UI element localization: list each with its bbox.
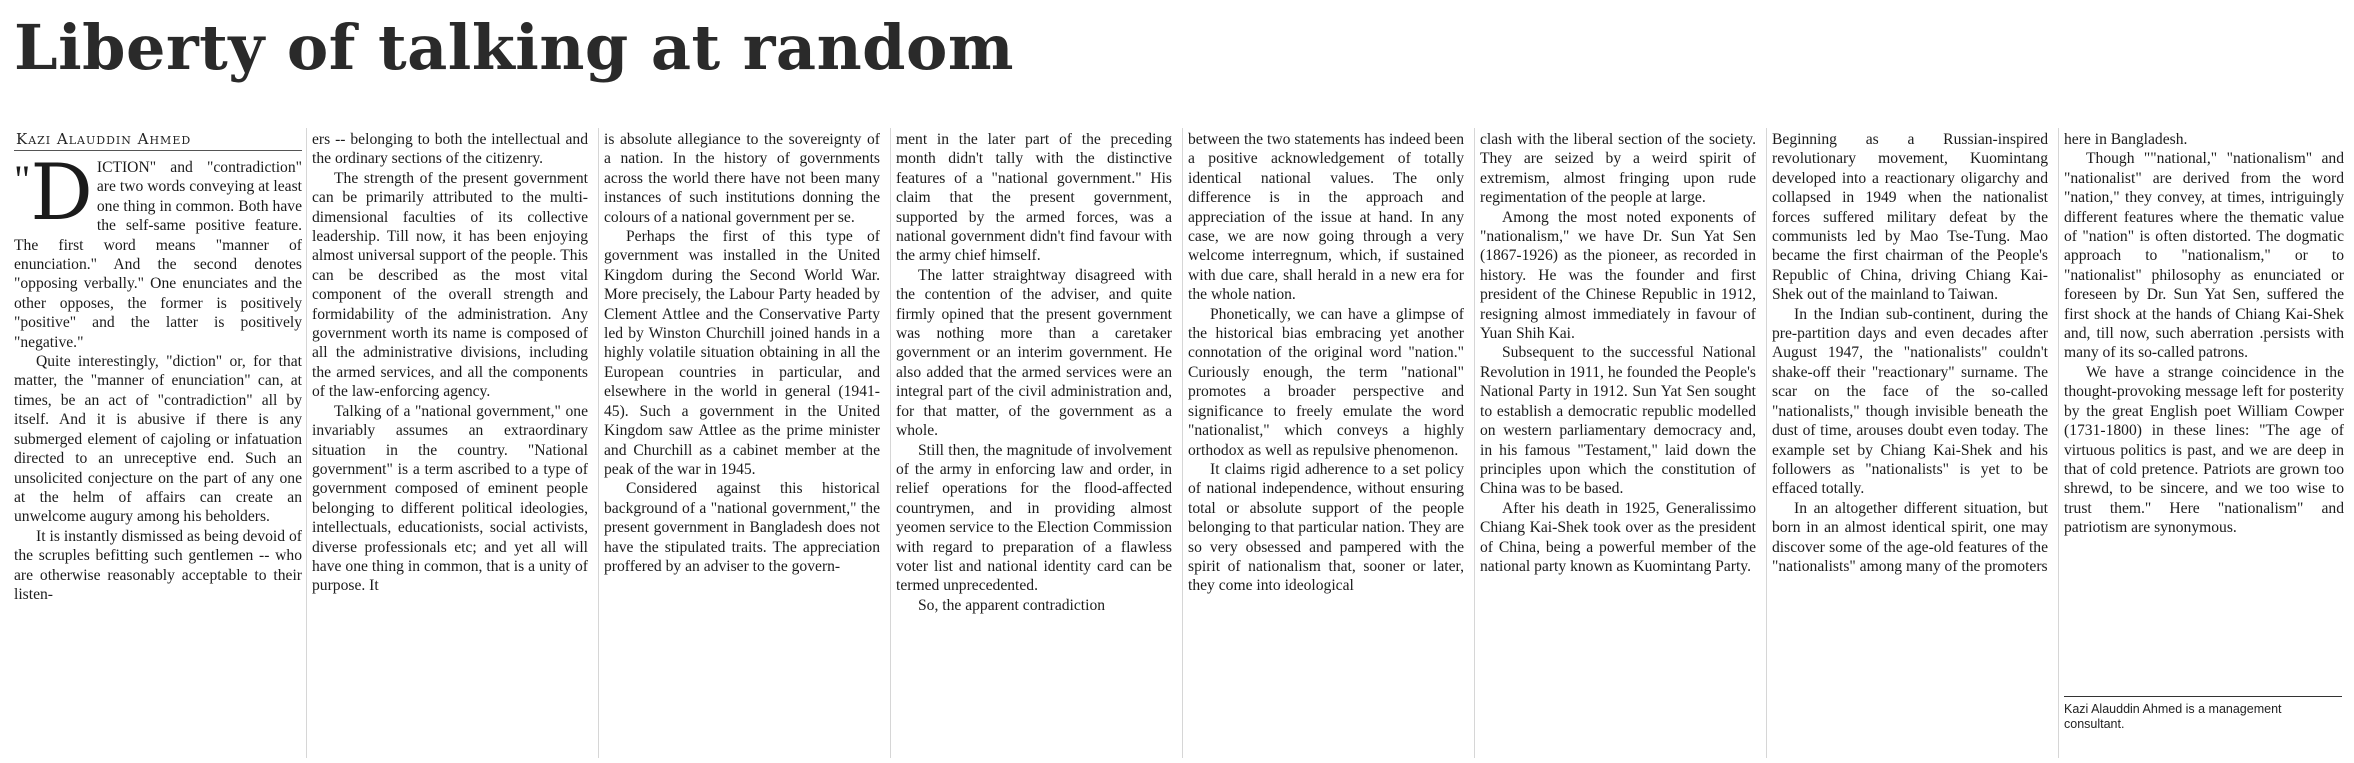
article-column-6 [1480, 130, 1756, 756]
paragraph: So, the apparent contradiction [918, 596, 1106, 614]
paragraph: In the Indian sub-continent, during the pre-partition days and even decades after August 1947, the "nationalists" couldn't shake-off their "reactionary" surname. The scar on the face of the so-called "nationalists," though invisible beneath the dust of time, arouses doubt even today. The example set by Chiang Kai-Shek and his followers as "nationalists" is yet to be effaced totally. [1772, 305, 2048, 498]
column-divider [1474, 128, 1475, 758]
paragraph: ers -- belonging to both the intellectual and the ordinary sections of the citizenry. [312, 131, 588, 168]
column-divider [2058, 128, 2059, 758]
paragraph: here in Bangladesh. [2064, 131, 2188, 148]
article-column-1 [14, 158, 302, 756]
byline-rule [14, 150, 302, 151]
author-note-rule [2064, 696, 2342, 697]
article-column-7 [1772, 130, 2048, 756]
paragraph: The latter straightway disagreed with the contention of the adviser, and quite firmly opined that the present government was nothing more than a caretaker government or an interim government. He also added that the armed services were an integral part of the civil administration and, for that matter, of the government as a whole. [896, 266, 1172, 440]
paragraph: Talking of a "national government," one invariably assumes an extraordinary situation in the country. "National government" is a term ascribed to a type of government composed of eminent people belonging to different political ideologies, intellectuals, educationists, social activists, diverse professionals etc; and yet all will have one thing in common, that is a unity of purpose. It [312, 402, 588, 595]
byline: Kazi Alauddin Ahmed [16, 130, 192, 148]
paragraph: Beginning as a Russian-inspired revolutionary movement, Kuomintang developed into a reactionary oligarchy and collapsed in 1949 when the nationalist forces suffered military defeat by the communists led by Mao Tse-Tung. Mao became the first chairman of the People's Republic of China, driving Chiang Kai-Shek out of the mainland to Taiwan. [1772, 131, 2048, 304]
paragraph: Among the most noted exponents of "nationalism," we have Dr. Sun Yat Sen (1867-1926) as the pioneer, as recorded in history. He was the founder and first president of the Chinese Republic in 1912, resigning almost immediately in favour of Yuan Shih Kai. [1480, 208, 1756, 343]
paragraph-text: ICTION" and "contradiction" are two words conveying at least one thing in common. Both have the self-same positive feature. The first word means "manner of enunciation." And the second denotes "opposing verbally." One enunciates and the other opposes, the former is positively "positive" and the latter is positively "negative." [14, 159, 302, 351]
paragraph: clash with the liberal section of the society. They are seized by a weird spirit of extremism, almost fringing upon rude regimentation of the people at large. [1480, 131, 1756, 207]
paragraph: The strength of the present government can be primarily attributed to the multi-dimensional faculties of its collective leadership. Till now, it has been enjoying almost universal support of the people. This can be described as the most vital component of the overall strength and formidability of the administration. Any government worth its name is composed of all the administrative divisions, including the armed services, and all the components of the law-enforcing agency. [312, 169, 588, 401]
column-divider [1766, 128, 1767, 758]
paragraph: between the two statements has indeed been a positive acknowledgement of totally identical national values. The only difference is in the approach and appreciation of the issue at hand. In any case, we are now going through a very welcome interregnum, which, if sustained with due care, shall herald in a new era for the whole nation. [1188, 131, 1464, 304]
column-divider [598, 128, 599, 758]
article-column-3 [604, 130, 880, 756]
article-column-4 [896, 130, 1172, 756]
paragraph: Considered against this historical background of a "national government," the present government in Bangladesh does not have the stipulated traits. The appreciation proffered by an adviser to the govern- [604, 480, 880, 575]
author-note: Kazi Alauddin Ahmed is a management consultant. [2064, 702, 2282, 731]
paragraph: Though ""national," "nationalism" and "nationalist" are derived from the word "nation," they convey, at times, intriguingly different features where the thematic value of "nation" is often distorted. The dogmatic approach to "nationalism," or to "nationalist" philosophy as enunciated or foreseen by Dr. Sun Yat Sen, suffered the first shock at the hands of Chiang Kai-Shek and, till now, such aberration .persists with many of its so-called patrons. [2064, 150, 2344, 362]
paragraph: Quite interestingly, "diction" or, for that matter, the "manner of enunciation" can, at times, be an act of "contradiction" all by itself. And it is abusive if there is any submerged element of cajoling or infatuation directed to an unreceptive end. Such an unsolicited conjecture on the part of any one at the helm of affairs can create an unwelcome augury among his beholders. [14, 353, 302, 526]
paragraph: Still then, the magnitude of involvement of the army in enforcing law and order, in relief operations for the flood-affected countrymen, and in providing almost yeomen service to the Election Commission with regard to preparation of a flawless voter list and national identity card can be termed unprecedented. [896, 441, 1172, 595]
paragraph: It is instantly dismissed as being devoid of the scruples befitting such gentlemen -- who are otherwise reasonably acceptable to their listen- [14, 527, 302, 603]
drop-cap-quote: " [14, 158, 31, 202]
paragraph: We have a strange coincidence in the thought-provoking message left for posterity by the great English poet William Cowper (1731-1800) in these lines: "The age of virtuous politics is past, and we are deep in that of cold pretence. Patriots are grown too shrewd, to be sincere, and we too wise to trust them." Here "nationalism" and patriotism are synonymous. [2064, 363, 2344, 537]
paragraph: Perhaps the first of this type of government was installed in the United Kingdom during the Second World War. More precisely, the Labour Party headed by Clement Attlee and the Conservative Party led by Winston Churchill joined hands in a highly volatile situation obtaining in all the European countries in particular, and elsewhere in the world in general (1941-45). Such a government in the United Kingdom saw Attlee as the prime minister and Churchill as a cabinet member at the peak of the war in 1945. [604, 228, 880, 478]
paragraph: is absolute allegiance to the sovereignty of a nation. In the history of governments across the world there have not been many instances of such institutions donning the colours of a national government per se. [604, 131, 880, 226]
paragraph: After his death in 1925, Generalissimo Chiang Kai-Shek took over as the president of China, being a powerful member of the national party known as Kuomintang Party. [1480, 499, 1756, 575]
paragraph: It claims rigid adherence to a set policy of national independence, without ensuring total or absolute support of the people belonging to that particular nation. They are so very obsessed and pampered with the spirit of nationalism that, sooner or later, they come into ideological [1188, 460, 1464, 595]
article-column-8 [2064, 130, 2344, 690]
headline: Liberty of talking at random [14, 11, 1014, 84]
paragraph: Subsequent to the successful National Revolution in 1911, he founded the People's National Party in 1912. Sun Yat Sen sought to establish a democratic republic modelled on western parliamentary democracy and, in his famous "Testament," laid down the principles upon which the constitution of China was to be based. [1480, 344, 1756, 498]
column-divider [1182, 128, 1183, 758]
paragraph: ment in the later part of the preceding month didn't tally with the distinctive features of a "national government." His claim that the present government, supported by the armed forces, was a national government didn't find favour with the army chief himself. [896, 131, 1172, 265]
paragraph: Phonetically, we can have a glimpse of the historical bias embracing yet another connotation of the original word "nation." Curiously enough, the term "national" promotes a broader perspective and significance to freely emulate the word "nationalist," which conveys a highly orthodox as well as repulsive phenomenon. [1188, 305, 1464, 459]
article-column-5 [1188, 130, 1464, 756]
column-divider [306, 128, 307, 758]
column-divider [890, 128, 891, 758]
drop-cap: D [30, 158, 93, 238]
paragraph: In an altogether different situation, but born in an almost identical spirit, one may discover some of the age-old features of the "nationalists" among many of the promoters [1772, 499, 2048, 575]
paragraph [14, 158, 302, 352]
article-column-2 [312, 130, 588, 756]
